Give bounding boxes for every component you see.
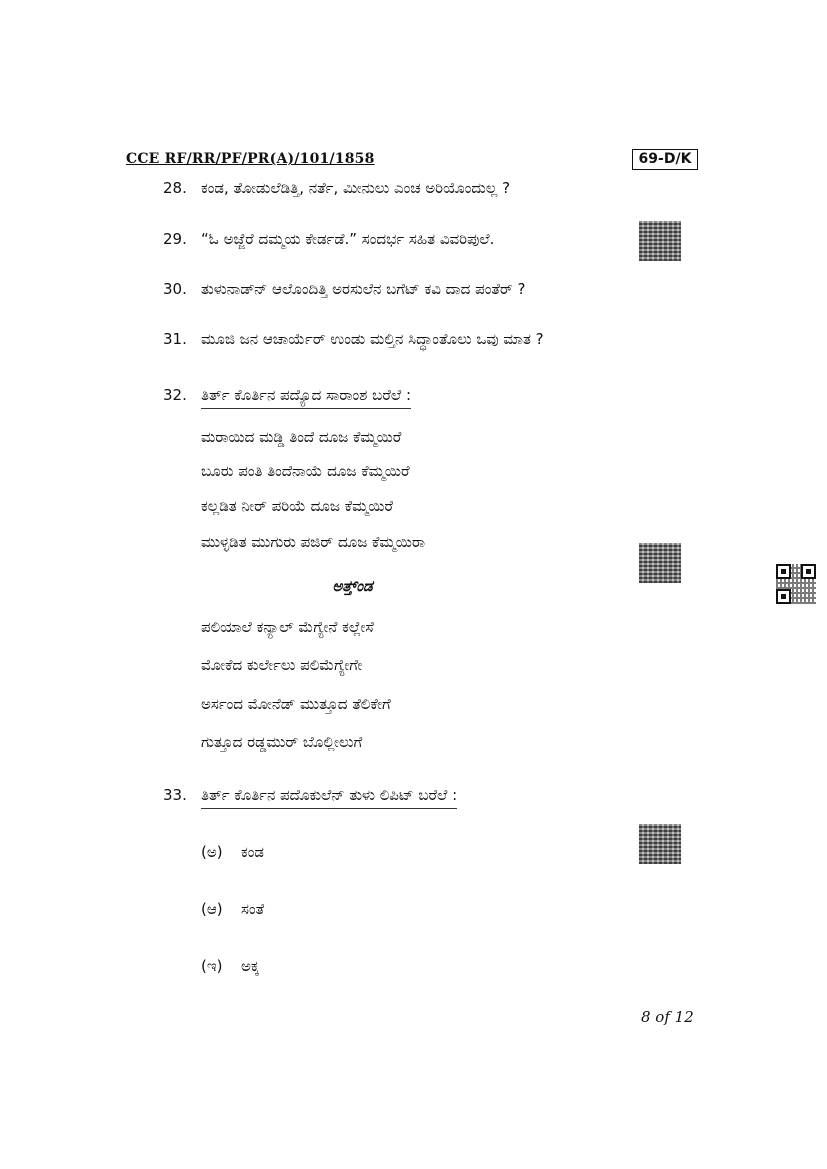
question-text: ಕಂಡ, ತೋಡುಲೆಡಿತ್ತಿ, ನರ್ತೆ, ಮೀನುಲು ಎಂಚ ಅರಿಯೊಂದುಲ್ಲ ? bbox=[201, 179, 511, 197]
option-text: ಕಂಡ bbox=[241, 843, 264, 861]
qr-code-icon bbox=[639, 543, 681, 583]
option-item bbox=[201, 900, 264, 918]
option-text: ಅಕ್ಕ bbox=[241, 957, 260, 975]
poem-title: ಅತ್ತ್‌ಂಡ bbox=[332, 577, 373, 595]
paper-code-box: 69-D/K bbox=[632, 149, 698, 170]
question-number: 28. bbox=[163, 179, 187, 197]
option-letter: (ಅ) bbox=[201, 843, 223, 861]
page-number: 8 of 12 bbox=[641, 1008, 694, 1026]
poem-line: ಮುಳ್ಳಡಿತ ಮುಗುರು ಪಜಿರ್ ದೂಜ ಕೆಮ್ಮಯಿರಾ bbox=[201, 533, 426, 551]
poem-line: ಮೋಕೆದ ಕುರ್ಲೇಲು ಪಲಿಮೆಗ್ಯೇಗೇ bbox=[201, 656, 363, 674]
poem-line: ಅರ್ಸಂದ ಮೋನೆಡ್ ಮುತ್ತೂದ ತೆಲಿಕೇಗೆ bbox=[201, 695, 391, 713]
poem-line: ಮರಾಯಿದ ಮಡ್ಡಿ ತಿಂದೆ ದೂಜ ಕೆಮ್ಮಯಿರೆ bbox=[201, 428, 402, 446]
question-text: “ಓ ಅಜ್ಜೆರೆ ದಮ್ಮಯ ಕೇರ್ಡಡೆ.” ಸಂದರ್ಭ ಸಹಿತ ವಿವರಿಪುಲೆ. bbox=[201, 230, 495, 248]
poem-line: ಪಲಿಯಾಲೆ ಕನ್ಯಾಲ್ ಮೆಗ್ಯೇನೆ ಕಲ್ಲೇಸೆ bbox=[201, 618, 374, 636]
qr-code-icon bbox=[639, 824, 681, 864]
qr-code-icon bbox=[639, 221, 681, 261]
option-letter: (ಆ) bbox=[201, 900, 223, 918]
option-letter: (ಇ) bbox=[201, 957, 223, 975]
option-item bbox=[201, 957, 259, 975]
option-text: ಸಂತೆ bbox=[241, 900, 265, 918]
poem-line: ಗುತ್ತೂದ ರಡ್ಡಮುರ್ ಬೊಲ್ಲೀಲುಗೆ bbox=[201, 733, 363, 751]
paper-code: CCE RF/RR/PF/PR(A)/101/1858 bbox=[126, 151, 375, 167]
poem-line: ಬೂರು ಪಂತಿ ತಿಂದೆನಾಯೆ ದೂಜ ಕೆಮ್ಮಯಿರೆ bbox=[201, 462, 410, 480]
poem-line: ಕಲ್ಲಡಿತ ನೀರ್ ಪರಿಯೆ ದೂಜ ಕೆಮ್ಮಯಿರೆ bbox=[201, 497, 394, 515]
question-text: ತಿರ್ತ್ ಕೊರ್ತಿನ ಪದೊಕುಲೆನ್ ತುಳು ಲಿಪಿಟ್ ಬರೆಲೆ : bbox=[201, 786, 457, 809]
question-number: 31. bbox=[163, 330, 187, 348]
question-number: 33. bbox=[163, 786, 187, 804]
question-text: ಮೂಜಿ ಜನ ಆಚಾರ್ಯೆರ್ ಉಂಡು ಮಲ್ತಿನ ಸಿದ್ಧಾಂತೊಲು ಒವು ಮಾತ ? bbox=[201, 330, 544, 348]
question-number: 29. bbox=[163, 230, 187, 248]
question-text: ತಿರ್ತ್ ಕೊರ್ತಿನ ಪದ್ಯೊದ ಸಾರಾಂಶ ಬರೆಲೆ : bbox=[201, 386, 411, 409]
question-text: ತುಳುನಾಡ್‍ನ್ ಆಲೊಂದಿತ್ತಿ ಅರಸುಲೆನ ಬಗೆಟ್ ಕವಿ ದಾದ ಪಂತೆರ್ ? bbox=[201, 280, 526, 298]
question-number: 30. bbox=[163, 280, 187, 298]
option-item bbox=[201, 843, 264, 861]
qr-code-icon bbox=[776, 564, 816, 604]
question-number: 32. bbox=[163, 386, 187, 404]
